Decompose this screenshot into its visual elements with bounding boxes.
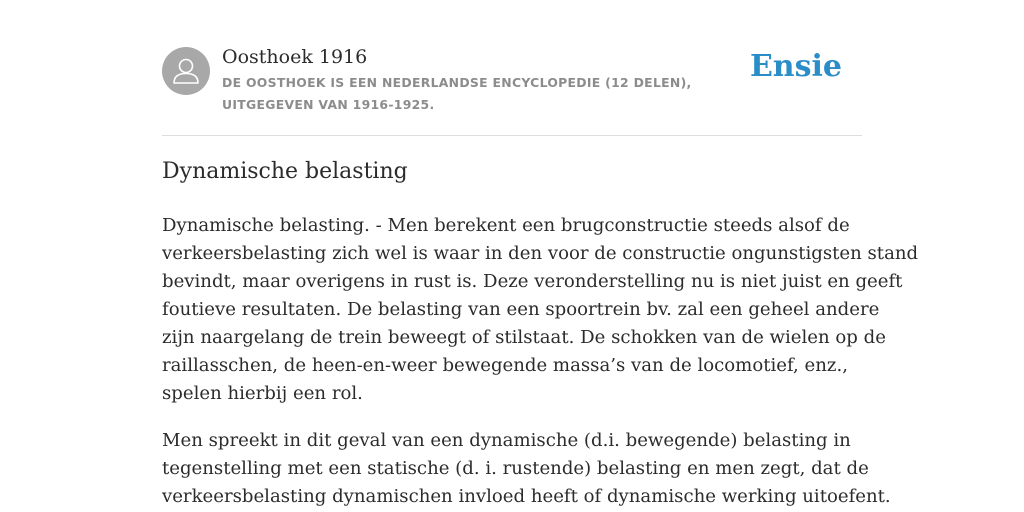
paragraph-line: Men spreekt in dit geval van een dynamische (d.i. bewegende) belasting in xyxy=(162,430,851,451)
avatar[interactable] xyxy=(162,47,210,95)
article-body xyxy=(162,212,919,512)
source-description: DE OOSTHOEK IS EEN NEDERLANDSE ENCYCLOPEDIE (12 DELEN), UITGEGEVEN VAN 1916-1925. xyxy=(222,75,692,112)
paragraph-line: tegenstelling met een statische (d. i. rustende) belasting en men zegt, dat de xyxy=(162,458,869,479)
paragraph-line: foutieve resultaten. De belasting van een spoortrein bv. zal een geheel andere xyxy=(162,299,880,320)
source-header xyxy=(162,0,862,136)
article-paragraph xyxy=(162,212,919,408)
article-title: Dynamische belasting xyxy=(162,159,408,184)
paragraph-line: verkeersbelasting zich wel is waar in den voor de constructie ongunstigsten stand xyxy=(162,243,919,264)
paragraph-line: bevindt, maar overigens in rust is. Deze veronderstelling nu is niet juist en geeft xyxy=(162,271,903,292)
article-paragraph xyxy=(162,427,891,511)
source-title[interactable]: Oosthoek 1916 xyxy=(222,46,368,68)
page-container xyxy=(162,0,919,507)
paragraph-line: raillasschen, de heen-en-weer bewegende massa’s van de locomotief, enz., xyxy=(162,355,848,376)
user-icon xyxy=(162,47,210,95)
brand-logo[interactable]: Ensie xyxy=(749,49,842,84)
paragraph-line: zijn naargelang de trein beweegt of stilstaat. De schokken van de wielen op de xyxy=(162,327,886,348)
paragraph-line: spelen hierbij een rol. xyxy=(162,383,363,404)
paragraph-line: verkeersbelasting dynamischen invloed heeft of dynamische werking uitoefent. xyxy=(162,486,891,507)
paragraph-line: Dynamische belasting. - Men berekent een brugconstructie steeds alsof de xyxy=(162,215,850,236)
